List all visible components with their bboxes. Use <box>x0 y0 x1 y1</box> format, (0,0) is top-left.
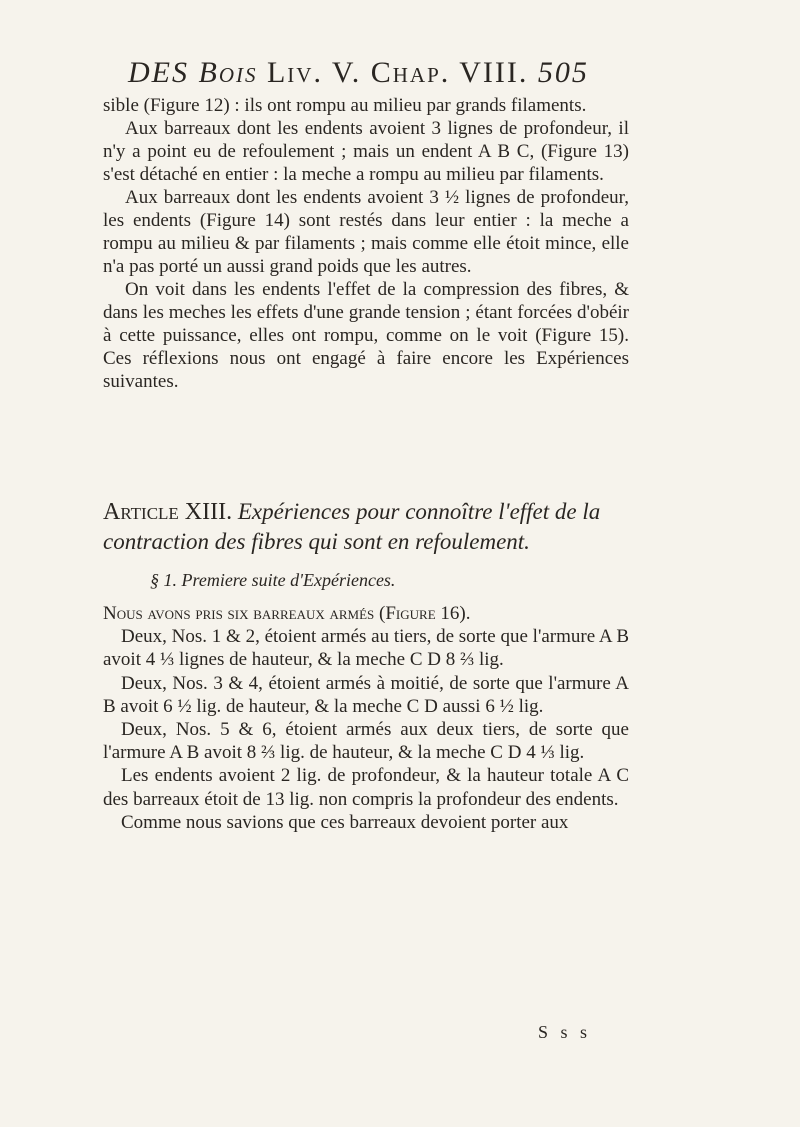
header-book: Liv. V. <box>266 56 362 89</box>
paragraph: Aux barreaux dont les endents avoient 3 ½ lignes de profondeur, les endents (Figure 14) sont restés dans leur entier : la meche a rompu au milieu & par filaments ; mais comme elle étoit mince, elle n'a pas porté un aussi grand poids que les autres. <box>103 187 629 277</box>
header-title: Bois <box>198 56 258 89</box>
paragraph: Aux barreaux dont les endents avoient 3 lignes de profondeur, il n'y a point eu de refoulement ; mais un endent A B C, (Figure 13) s'est détaché en entier : la meche a rompu au milieu par filaments. <box>103 118 629 185</box>
article-title: Expériences pour connoître l'effet de la contraction des fibres qui sont en refoulement. <box>103 499 601 554</box>
paragraph: Deux, Nos. 5 & 6, étoient armés aux deux tiers, de sorte que l'armure A B avoit 8 ⅔ lig. de hauteur, & la meche C D 4 ⅓ lig. <box>103 719 629 764</box>
body-text-top <box>103 94 629 393</box>
signature-mark: S s s <box>538 1022 592 1042</box>
article-label: Article XIII. <box>103 499 233 525</box>
section-heading: § 1. Premiere suite d'Expériences. <box>150 570 396 590</box>
paragraph: sible (Figure 12) : ils ont rompu au milieu par grands filaments. <box>103 95 587 116</box>
running-header <box>128 56 628 90</box>
header-left: DES <box>128 56 189 89</box>
article-heading <box>103 497 629 557</box>
paragraph: Les endents avoient 2 lig. de profondeur, & la hauteur totale A C des barreaux étoit de 13 lig. non compris la profondeur des endents. <box>103 765 629 810</box>
page-number: 505 <box>537 56 589 89</box>
paragraph: Nous avons pris six barreaux armés (Figure 16). <box>103 603 471 624</box>
header-chapter: Chap. VIII. <box>370 56 529 89</box>
paragraph: Deux, Nos. 3 & 4, étoient armés à moitié, de sorte que l'armure A B avoit 6 ½ lig. de hauteur, & la meche C D aussi 6 ½ lig. <box>103 672 629 717</box>
paragraph: Deux, Nos. 1 & 2, étoient armés au tiers, de sorte que l'armure A B avoit 4 ⅓ lignes de hauteur, & la meche C D 8 ⅔ lig. <box>103 626 629 671</box>
paragraph: Comme nous savions que ces barreaux devoient porter aux <box>121 811 569 833</box>
paragraph: On voit dans les endents l'effet de la compression des fibres, & dans les meches les effets d'une grande tension ; étant forcées d'obéir à cette puissance, elles ont rompu, comme on le voit (Figure 15). Ces réflexions nous ont engagé à faire encore les Expériences suivantes. <box>103 279 629 392</box>
body-text-bottom <box>103 602 629 834</box>
